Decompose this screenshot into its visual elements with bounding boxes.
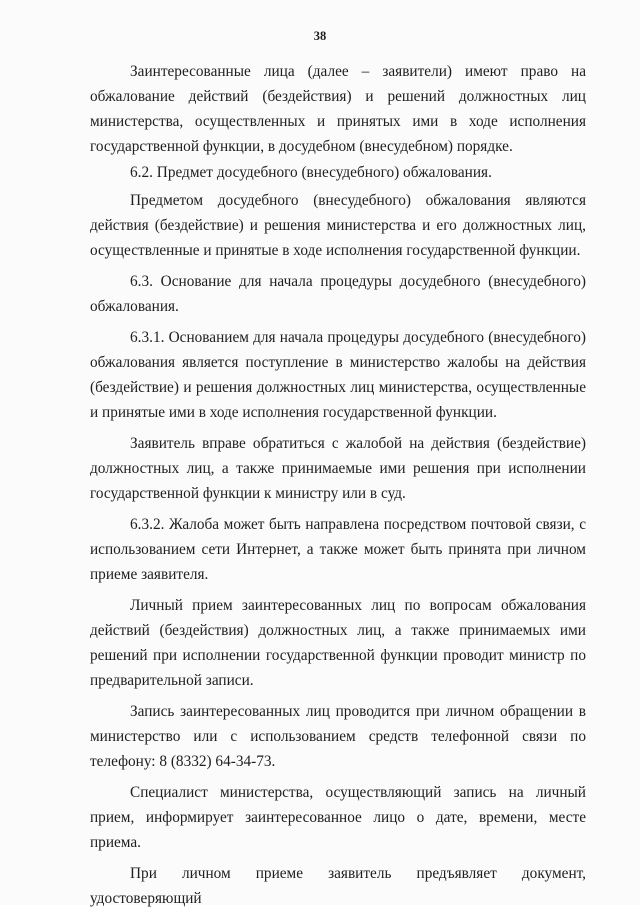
paragraph-appeal-right: Заинтересованные лица (далее – заявители) имеют право на обжалование действий (бездействия) и решений должностных лиц министерства, осуществленных и принятых ими в ходе исполнения государственной функции, в досудебном (внесудебном) порядке. bbox=[90, 63, 586, 155]
section-6-3-2-paragraph: 6.3.2. Жалоба может быть направлена посредством почтовой связи, с использованием сети Интернет, а также может быть принята при личном приеме заявителя. bbox=[90, 516, 586, 583]
paragraph-applicant-right: Заявитель вправе обратиться с жалобой на действия (бездействие) должностных лиц, а также принимаемые ими решения при исполнении государственной функции к министру или в суд. bbox=[90, 435, 586, 502]
section-6-3-1-paragraph: 6.3.1. Основанием для начала процедуры досудебного (внесудебного) обжалования является поступление в министерство жалобы на действия (бездействие) и решения должностных лиц министерства, осуществленные и принятые ими в ходе исполнения государственной функции. bbox=[90, 329, 586, 421]
paragraph-specialist-informs: Специалист министерства, осуществляющий запись на личный прием, информирует заинтересованное лицо о дате, времени, месте приема. bbox=[90, 784, 586, 851]
paragraph-reception-booking: Запись заинтересованных лиц проводится при личном обращении в министерство или с использованием средств телефонной связи по телефону: 8 (8332) 64-34-73. bbox=[90, 703, 586, 770]
paragraph-personal-reception: Личный прием заинтересованных лиц по вопросам обжалования действий (бездействия) должностных лиц, а также принимаемых ими решений при исполнении государственной функции проводит министр по предварительной записи. bbox=[90, 597, 586, 689]
section-6-2-heading: 6.2. Предмет досудебного (внесудебного) обжалования. bbox=[130, 164, 492, 181]
page-number: 38 bbox=[313, 29, 327, 43]
paragraph-appeal-subject: Предметом досудебного (внесудебного) обжалования являются действия (бездействие) и решения министерства и его должностных лиц, осуществленные и принятые в ходе исполнения государственной функции. bbox=[90, 192, 586, 259]
document-body bbox=[90, 59, 586, 914]
paragraph-identity-document: При личном приеме заявитель предъявляет документ, удостоверяющий bbox=[90, 865, 586, 907]
section-6-3-heading: 6.3. Основание для начала процедуры досудебного (внесудебного) обжалования. bbox=[90, 273, 586, 315]
